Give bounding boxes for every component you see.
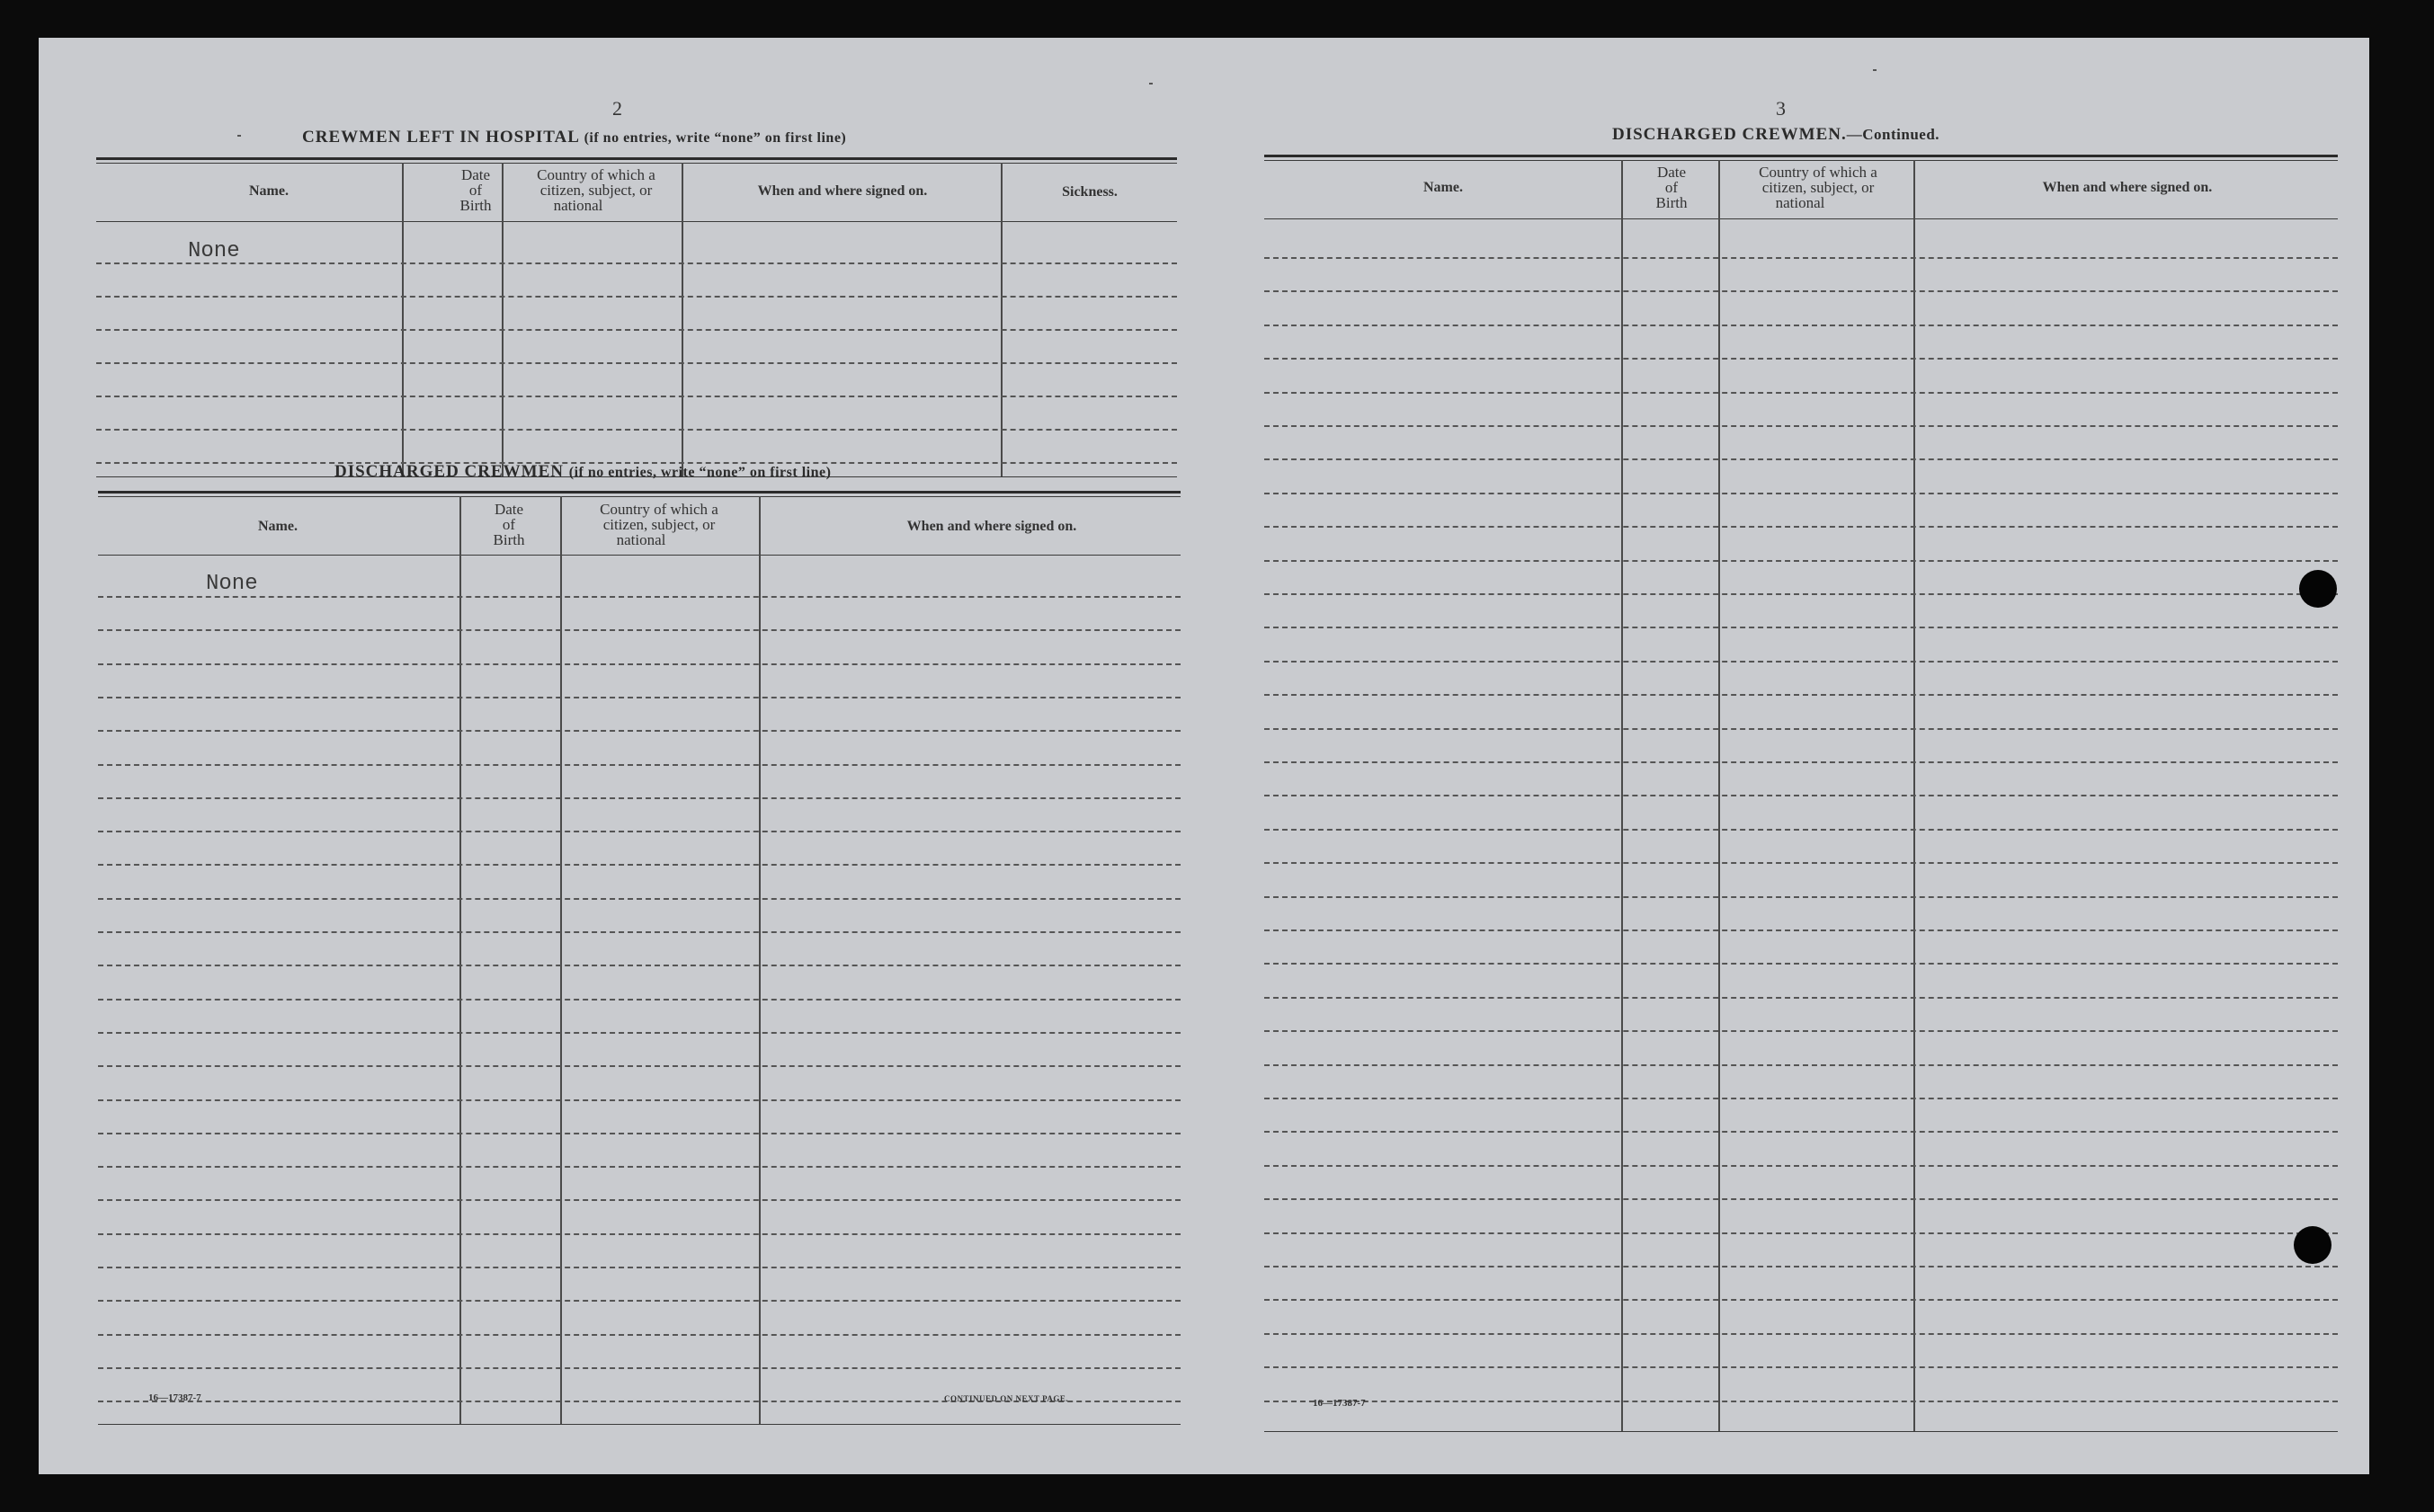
table-row-line — [98, 1334, 1181, 1336]
hospital-row — [96, 329, 1177, 331]
hospital-row — [96, 296, 1177, 298]
table-row-line — [1264, 829, 2338, 831]
table-row-line — [1264, 493, 2338, 494]
discharged-header-name: Name. — [258, 519, 298, 534]
discharged-section-title — [334, 462, 831, 482]
hospital-title-note: (if no entries, write “none” on first line) — [584, 130, 847, 146]
table-row-line — [98, 831, 1181, 832]
discharged-header-signed-on: When and where signed on. — [906, 519, 1077, 534]
right-top-rule — [1264, 155, 2338, 157]
discharged-title-note: (if no entries, write “none” on first line) — [568, 465, 832, 480]
discharged-country-line-1: Country of which a — [600, 501, 718, 518]
paper-speck — [237, 135, 241, 137]
table-row-line — [98, 965, 1181, 966]
right-page-number: 3 — [1776, 97, 1786, 120]
table-row-line — [98, 730, 1181, 732]
table-row-line — [1264, 997, 2338, 999]
hospital-header-rule — [96, 221, 1177, 222]
table-row-line — [1264, 761, 2338, 763]
discharged-entry-none: None — [206, 572, 258, 596]
table-row-line — [1264, 728, 2338, 730]
hospital-row — [96, 262, 1177, 264]
table-row-line — [98, 1199, 1181, 1201]
hospital-header-country — [506, 167, 686, 213]
table-row-line — [1264, 358, 2338, 360]
discharged-country-line-2: citizen, subject, or — [602, 516, 716, 533]
hospital-header-sickness: Sickness. — [1062, 184, 1118, 200]
right-top-rule-2 — [1264, 160, 2338, 161]
table-row-line — [1264, 1198, 2338, 1200]
discharged-dob-line-3: Birth — [493, 531, 525, 548]
table-row-line — [98, 663, 1181, 665]
table-row-line — [1264, 1333, 2338, 1335]
table-row-line — [1264, 1131, 2338, 1133]
right-header-name: Name. — [1423, 180, 1463, 195]
table-row-line — [98, 1099, 1181, 1101]
table-row-line — [98, 629, 1181, 631]
right-bottom-rule — [1264, 1431, 2338, 1432]
hospital-section-title — [302, 128, 846, 147]
discharged-bottom-rule — [98, 1424, 1181, 1425]
table-row-line — [1264, 795, 2338, 796]
table-row-line — [1264, 1232, 2338, 1234]
table-row-line — [1264, 458, 2338, 460]
right-country-line-1: Country of which a — [1759, 164, 1877, 181]
hospital-dob-line-3: Birth — [459, 197, 492, 214]
right-title-suffix: —Continued. — [1846, 126, 1940, 143]
discharged-dob-line-1: Date — [494, 501, 524, 518]
hospital-top-rule — [96, 157, 1177, 160]
hospital-row — [96, 362, 1177, 364]
hospital-dob-line-2: of — [468, 182, 483, 199]
table-row-line — [1264, 694, 2338, 696]
table-row-line — [98, 596, 1181, 598]
paper-speck — [1873, 69, 1877, 71]
hospital-row — [96, 429, 1177, 431]
discharged-divider-2 — [560, 496, 562, 1424]
table-row-line — [1264, 1401, 2338, 1402]
table-row-line — [1264, 1165, 2338, 1167]
right-country-line-3: national — [1775, 194, 1825, 211]
table-row-line — [1264, 896, 2338, 898]
table-row-line — [98, 1233, 1181, 1235]
hospital-header-name: Name. — [249, 183, 289, 199]
right-form-number: 16—17387-7 — [1313, 1398, 1366, 1409]
table-row-line — [98, 764, 1181, 766]
discharged-top-rule-2 — [98, 496, 1181, 497]
left-page-number: 2 — [612, 97, 622, 120]
right-dob-line-2: of — [1664, 179, 1679, 196]
table-row-line — [1264, 593, 2338, 595]
hospital-entry-none: None — [188, 239, 240, 263]
hospital-top-rule-2 — [96, 163, 1177, 164]
table-row-line — [98, 999, 1181, 1001]
table-row-line — [98, 1267, 1181, 1268]
table-row-line — [1264, 290, 2338, 292]
right-header-signed-on: When and where signed on. — [2042, 180, 2213, 195]
table-row-line — [98, 931, 1181, 933]
hospital-header-signed-on: When and where signed on. — [757, 183, 928, 199]
table-row-line — [1264, 560, 2338, 562]
table-row-line — [98, 1367, 1181, 1369]
discharged-top-rule — [98, 491, 1181, 494]
table-row-line — [1264, 963, 2338, 965]
table-row-line — [1264, 392, 2338, 394]
right-header-country — [1722, 165, 1914, 210]
table-row-line — [1264, 526, 2338, 528]
hospital-dob-line-1: Date — [460, 166, 491, 183]
table-row-line — [98, 797, 1181, 799]
table-row-line — [1264, 257, 2338, 259]
hospital-country-line-1: Country of which a — [537, 166, 655, 183]
document-sheet — [39, 38, 2369, 1474]
table-row-line — [1264, 1299, 2338, 1301]
table-row-line — [1264, 425, 2338, 427]
left-form-number: 16—17387-7 — [148, 1392, 201, 1403]
right-section-title — [1612, 125, 1939, 145]
right-country-line-2: citizen, subject, or — [1761, 179, 1875, 196]
table-row-line — [1264, 1098, 2338, 1099]
table-row-line — [1264, 1030, 2338, 1032]
right-dob-line-3: Birth — [1655, 194, 1688, 211]
hospital-title-text: CREWMEN LEFT IN HOSPITAL — [302, 128, 579, 147]
table-row-line — [98, 1032, 1181, 1034]
table-row-line — [1264, 929, 2338, 931]
discharged-divider-3 — [759, 496, 761, 1424]
discharged-header-rule — [98, 555, 1181, 556]
right-dob-line-1: Date — [1656, 164, 1687, 181]
continued-note: CONTINUED ON NEXT PAGE. — [944, 1394, 1069, 1403]
discharged-dob-line-2: of — [502, 516, 516, 533]
table-row-line — [98, 898, 1181, 900]
table-row-line — [98, 1065, 1181, 1067]
hospital-country-line-3: national — [553, 197, 603, 214]
table-row-line — [1264, 627, 2338, 628]
discharged-title-text: DISCHARGED CREWMEN — [334, 462, 564, 481]
table-row-line — [1264, 1266, 2338, 1267]
right-title-text: DISCHARGED CREWMEN. — [1612, 125, 1847, 144]
discharged-divider-1 — [459, 496, 461, 1424]
right-header-rule — [1264, 218, 2338, 219]
table-row-line — [98, 697, 1181, 698]
table-row-line — [1264, 1064, 2338, 1066]
discharged-country-line-3: national — [616, 531, 666, 548]
punch-hole-upper — [2299, 570, 2337, 608]
table-row-line — [1264, 862, 2338, 864]
table-row-line — [98, 864, 1181, 866]
paper-speck — [1149, 83, 1153, 84]
hospital-country-line-2: citizen, subject, or — [539, 182, 653, 199]
table-row-line — [98, 1300, 1181, 1302]
discharged-header-country — [560, 502, 758, 547]
table-row-line — [1264, 1366, 2338, 1368]
hospital-row — [96, 396, 1177, 397]
table-row-line — [98, 1133, 1181, 1134]
table-row-line — [1264, 325, 2338, 326]
table-row-line — [1264, 661, 2338, 663]
punch-hole-lower — [2294, 1226, 2331, 1264]
table-row-line — [98, 1166, 1181, 1168]
